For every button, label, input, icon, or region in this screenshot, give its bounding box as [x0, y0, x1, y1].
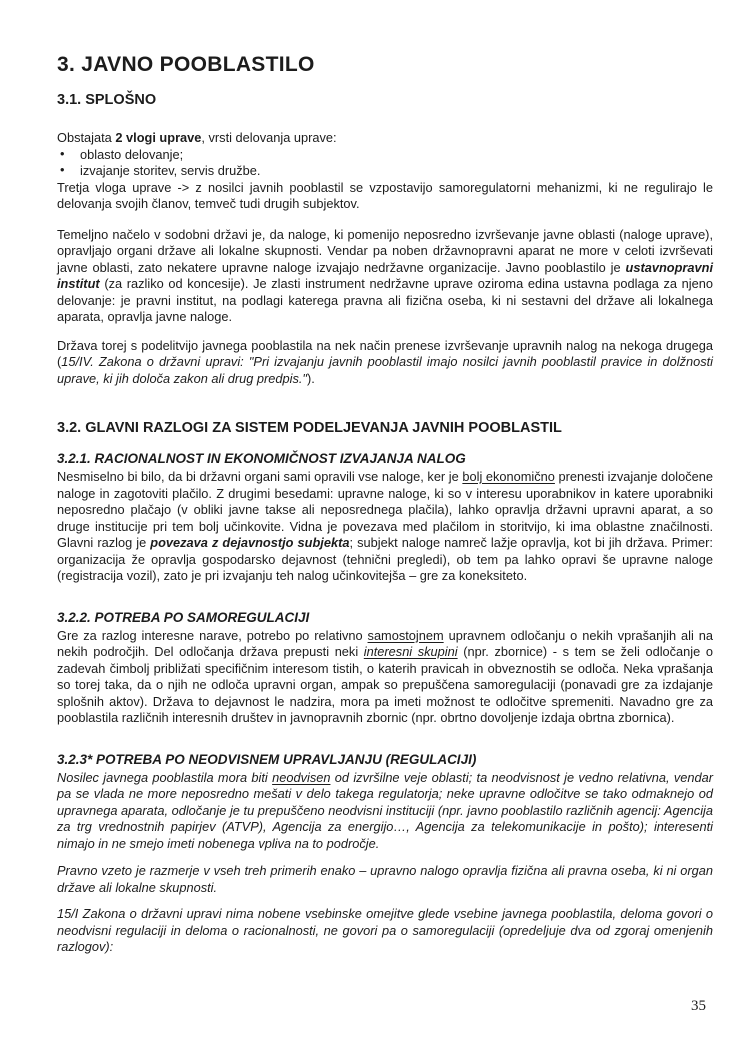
paragraph-zakon-15: 15/I Zakona o državni upravi nima nobene vsebinske omejitve glede vsebine javnega pooblastila, deloma govori o neodvisni regulaciji in deloma o racionalnosti, ne govori pa o samoregulaciji (opredeljuje dva od zgoraj omenjenih razlogov):: [57, 906, 713, 954]
paragraph-third-role: Tretja vloga uprave -> z nosilci javnih pooblastil se vzpostavijo samoregulatorni mehanizmi, ki ne regulirajo le delovanja svojih članov, temveč tudi drugih subjektov.: [57, 179, 713, 211]
subsection-heading-3-2-2: 3.2.2. POTREBA PO SAMOREGULACIJI: [57, 609, 310, 625]
bullet-icon: •: [60, 162, 65, 177]
roles-list: [57, 147, 713, 180]
paragraph-samoregulacija: Gre za razlog interesne narave, potrebo po relativno samostojnem upravnem odločanju o nekih vprašanjih ali na nekih področjih. Del odločanja država prepusti neki interesni skupini (npr. zbornice) - s tem se želi odločanje o zadevah čimbolj približati specifičnim interesom tistih, o katerih pravicah in obveznostih se odloča. Neka vprašanja so torej taka, da o njih ne odloča upravni organ, ampak so prepuščena samoregulaciji (ponavadi gre za izdajanje splošnih aktov). Država to dejavnost le nadzira, mora pa imeti možnost te odločitve spremeniti. Navadno gre za pooblastila različnih interesnih društev in javnopravnih zbornic (npr. obrtno dovoljenje izdaja obrtna zbornica).: [57, 627, 713, 725]
list-item-izvajanje: [57, 163, 713, 180]
section-heading-3-1: 3.1. SPLOŠNO: [57, 92, 157, 108]
subsection-heading-3-2-3: 3.2.3* POTREBA PO NEODVISNEM UPRAVLJANJU (REGULACIJI): [57, 751, 477, 767]
paragraph-intro: Obstajata 2 vlogi uprave, vrsti delovanja uprave:: [57, 130, 337, 145]
list-item-oblasto: [57, 147, 713, 164]
paragraph-temeljno-nacelo: Temeljno načelo v sodobni državi je, da naloge, ki pomenijo neposredno izvrševanje javne oblasti (naloge uprave), opravljajo organi države ali lokalne skupnosti. Vendar pa noben državnopravni aparat ne more v celoti izvrševati javne oblasti, zato nekatere upravne naloge izvajajo nedržavne organizacije. Javno pooblastilo je ustavnopravni institut (za razliko od koncesije). Je zlasti instrument nedržavne uprave oziroma edina ustavna podlaga za njeno delovanje: je pravni institut, na podlagi katerega pravna ali fizična oseba, ki ni sestavni del države ali lokalnega aparata, opravlja javne naloge.: [57, 226, 713, 324]
section-heading-3-2: 3.2. GLAVNI RAZLOGI ZA SISTEM PODELJEVANJA JAVNIH POOBLASTIL: [57, 420, 562, 436]
paragraph-racionalnost: Nesmiselno bi bilo, da bi državni organi sami opravili vse naloge, ker je bolj ekonomično prenesti izvajanje določene naloge in zagotoviti plačilo. Z drugimi besedami: upravne naloge, ki so v interesu uporabnikov in katere uporabniki neposredno plačajo (v obliki javne takse ali neposrednega plačila), lahko opravlja državni upravni aparat, a so druge institucije pri tem bolj učinkovite. Vidna je povezava med plačilom in storitvijo, ki ima oblastne značilnosti. Glavni razlog je povezava z dejavnostjo subjekta; subjekt naloge namreč lažje opravlja, kot bi jih država. Primer: organizacija že opravlja gospodarsko dejavnost (tehnični pregledi), ob tem pa lahko opravi še upravne naloge (registracija vozil), zato je pri izvajanju teh nalog učinkovitejša – gre za koneksiteto.: [57, 469, 713, 583]
paragraph-neodvisnost: Nosilec javnega pooblastila mora biti neodvisen od izvršilne veje oblasti; ta neodvisnost je vedno relativna, vendar pa se vlada ne more neposredno mešati v delo takega regulatorja; neke upravne odločitve se tako odmaknejo od upravnega aparata, odločanje je tu prepuščeno neodvisni instituciji (npr. javno pooblastilo različnih agencij: Agencija za trg vrednostnih papirjev (ATVP), Agencija za energijo…, Agencija za telekomunikacije in pošto); interesenti nimajo in ne smejo imeti nobenega vpliva na to področje.: [57, 769, 713, 851]
list-item-text: izvajanje storitev, servis družbe.: [80, 163, 261, 178]
bullet-icon: •: [60, 145, 65, 161]
paragraph-drzava-podelitev: Država torej s podelitvijo javnega pooblastila na nek način prenese izvrševanje upravnih nalog na nekoga drugega (15/IV. Zakona o državni upravi: "Pri izvajanju javnih pooblastil imajo nosilci javnih pooblastil pravice in dolžnosti uprave, ki jih določa zakon ali drug predpis.").: [57, 337, 713, 386]
paragraph-pravno-vzeto: Pravno vzeto je razmerje v vseh treh primerih enako – upravno nalogo opravlja fizična ali pravna oseba, ki ni organ države ali lokalne skupnosti.: [57, 863, 713, 895]
subsection-heading-3-2-1: 3.2.1. RACIONALNOST IN EKONOMIČNOST IZVAJANJA NALOG: [57, 451, 466, 466]
chapter-title: 3. JAVNO POOBLASTILO: [57, 53, 315, 76]
list-item-text: oblasto delovanje;: [80, 146, 184, 162]
page-number: 35: [691, 998, 706, 1014]
